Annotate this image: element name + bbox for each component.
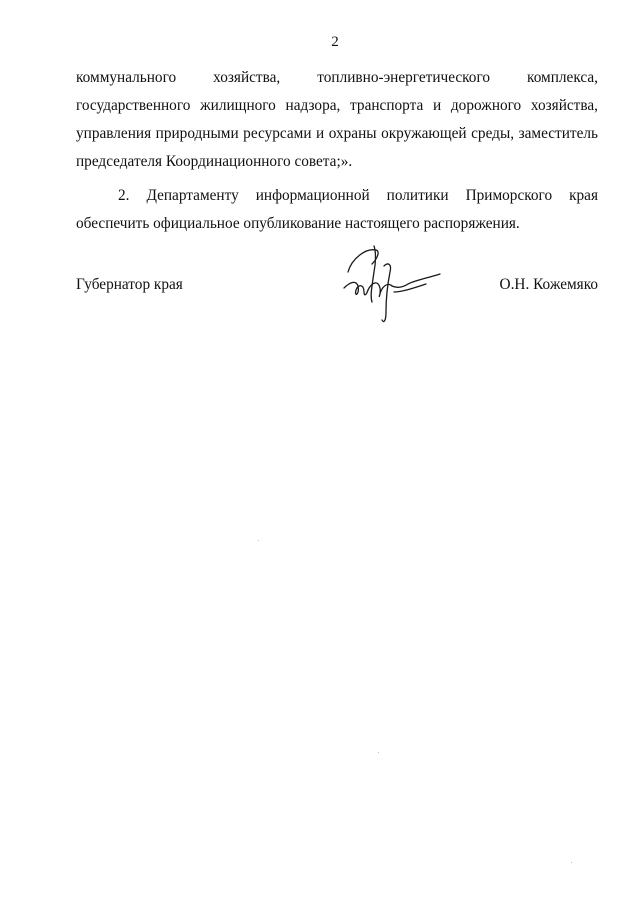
text-line: обеспечить официальное опубликование настоящего распоряжения. (76, 215, 520, 232)
text-line: государственного жилищного надзора, транспорта и дорожного хозяйства, (76, 97, 598, 114)
text-line: 2. Департаменту информационной политики Приморского края (118, 187, 598, 204)
paragraph-item-2 (76, 182, 598, 238)
scan-speck (571, 862, 572, 863)
handwritten-signature (336, 242, 446, 326)
text-line: коммунального хозяйства, топливно-энергетического комплекса, (76, 69, 598, 86)
document-body (76, 64, 598, 238)
signatory-name: О.Н. Кожемяко (499, 276, 598, 293)
scan-speck (258, 540, 259, 541)
signatory-title: Губернатор края (76, 276, 183, 293)
text-line: управления природными ресурсами и охраны окружающей среды, заместитель (76, 125, 598, 142)
scan-speck (378, 752, 379, 753)
paragraph-continuation (76, 64, 598, 176)
text-line: председателя Координационного совета;». (76, 153, 353, 170)
signature-block (76, 276, 598, 304)
page-number: 2 (331, 34, 339, 50)
